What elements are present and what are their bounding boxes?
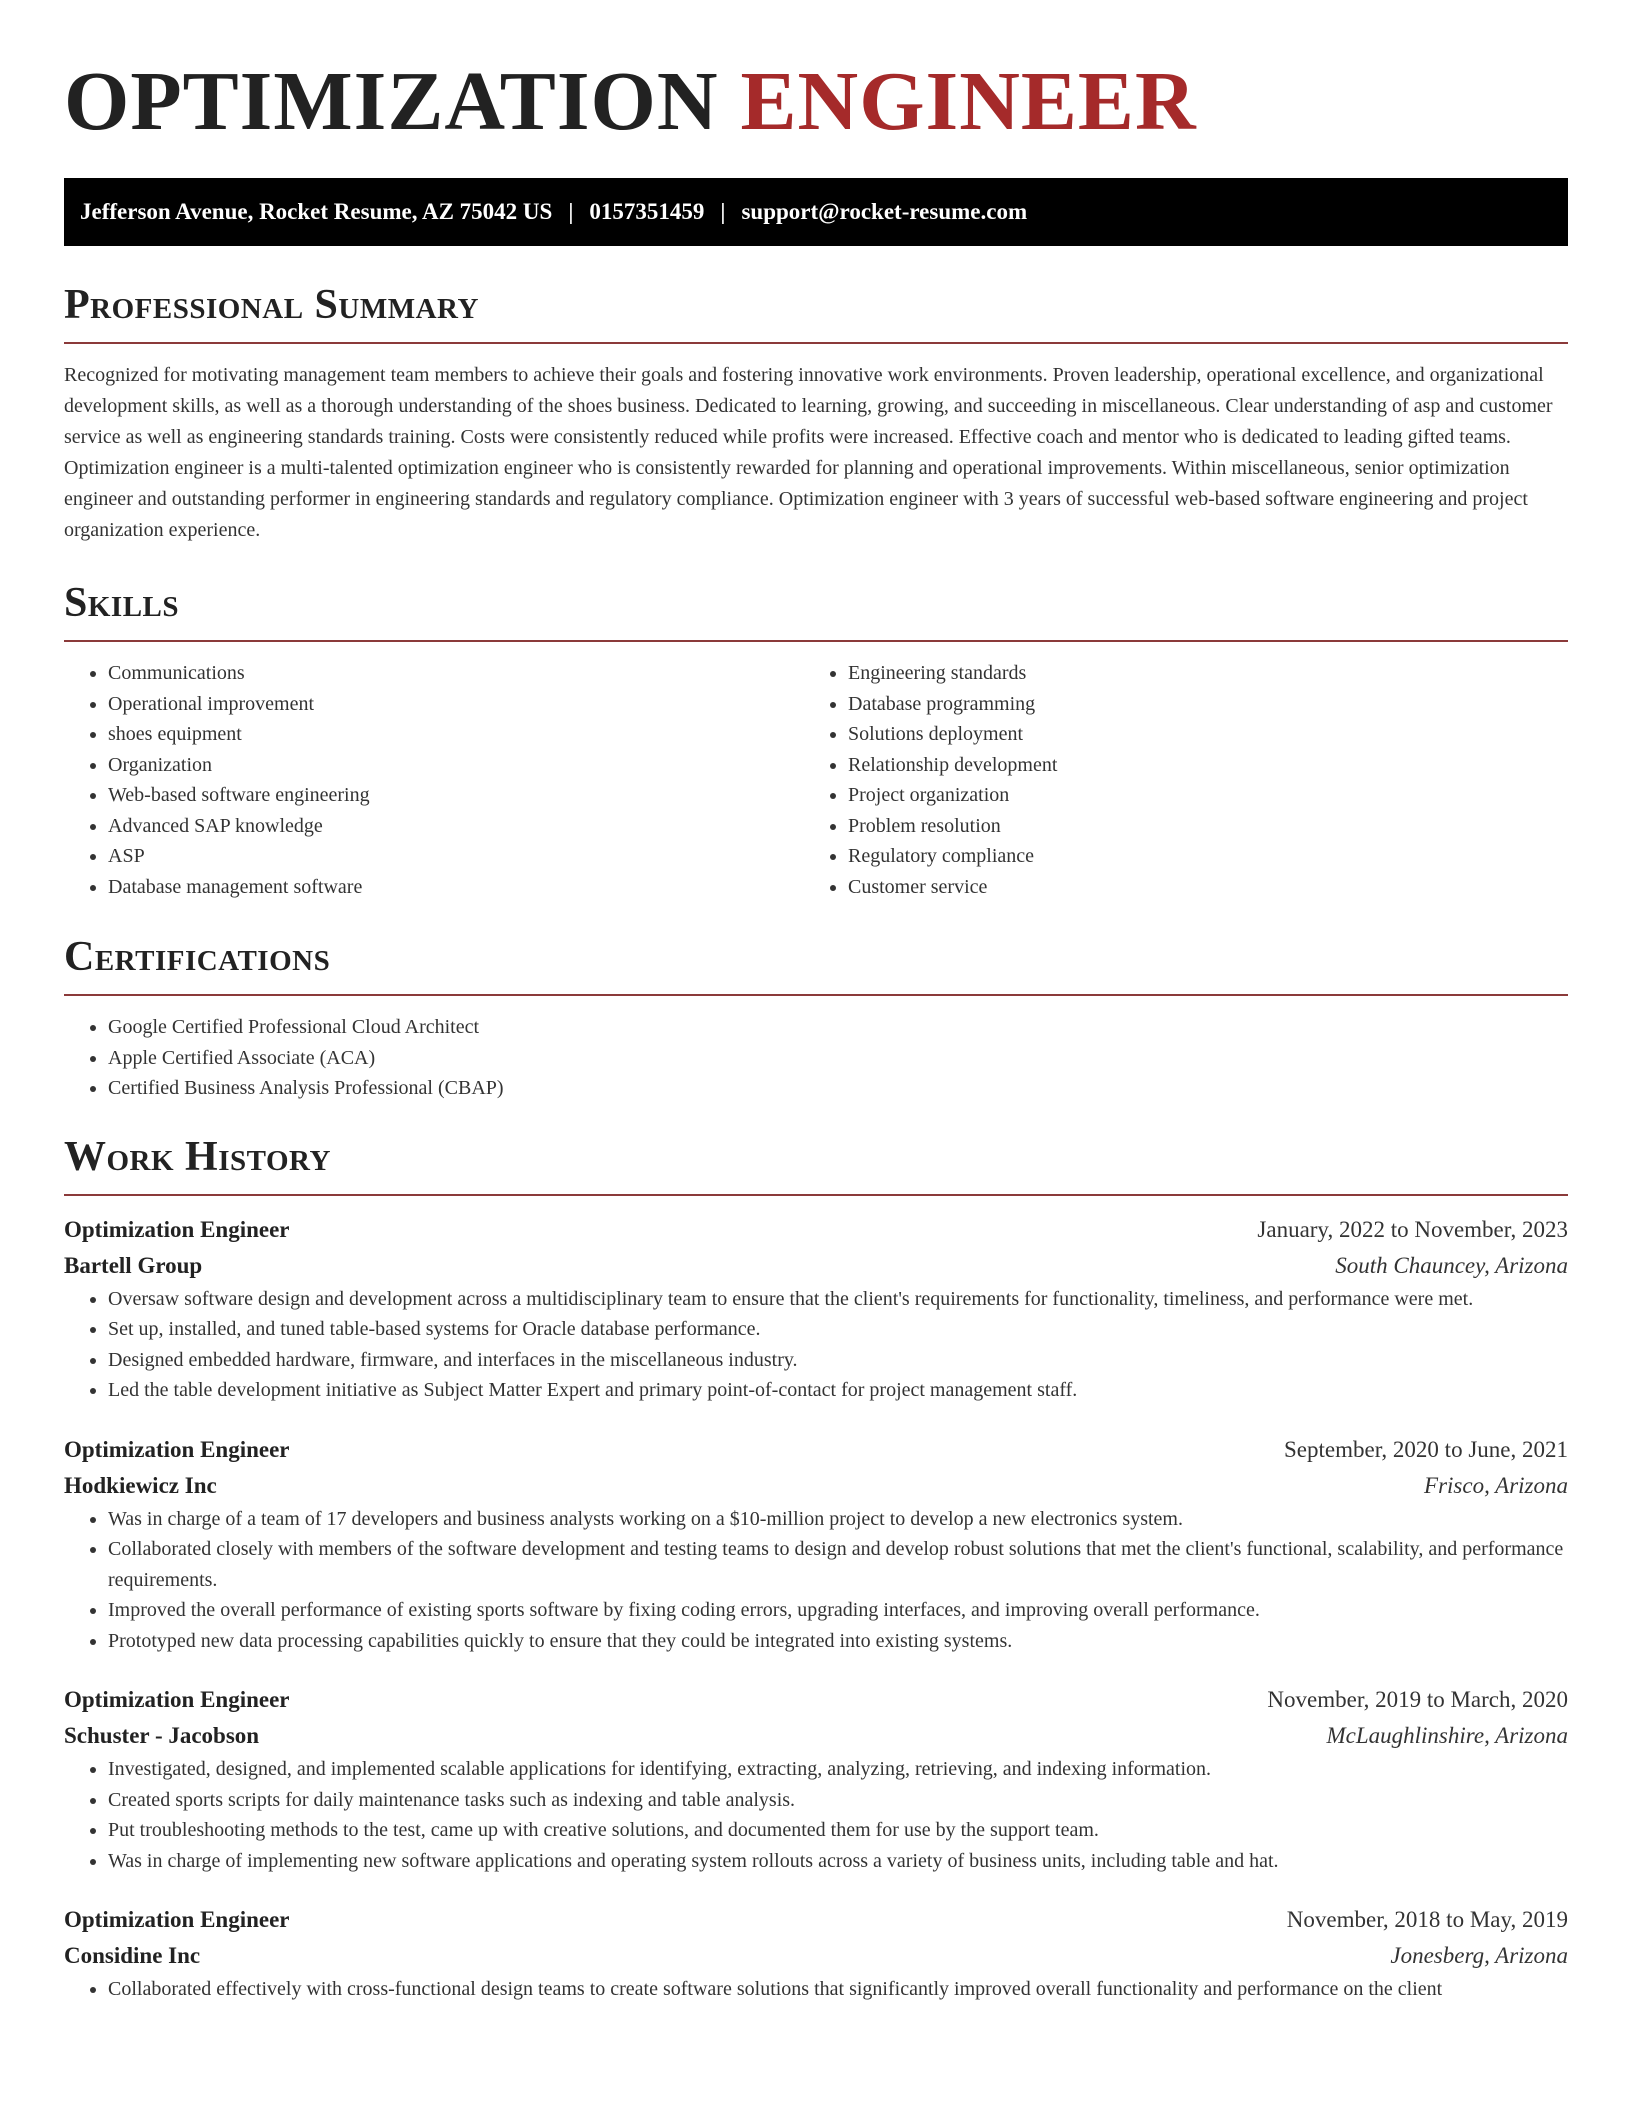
job-bullets [64, 1974, 1568, 2005]
job-entry [64, 1682, 1568, 1876]
job-dates: September, 2020 to June, 2021 [1284, 1436, 1568, 1462]
job-location: McLaughlinshire, Arizona [1326, 1723, 1568, 1748]
skill-item: • Database management software [108, 872, 804, 903]
job-title: Optimization Engineer [64, 1687, 290, 1712]
job-header [64, 1902, 1568, 1938]
skill-item: • Customer service [848, 872, 1544, 903]
skills-column-right [804, 658, 1544, 902]
job-dates: November, 2019 to March, 2020 [1267, 1687, 1568, 1712]
skill-item: • Web-based software engineering [108, 780, 804, 811]
skill-item: • Advanced SAP knowledge [108, 811, 804, 842]
job-location: Jonesberg, Arizona [1390, 1943, 1568, 1968]
skill-item: • Organization [108, 750, 804, 781]
section-divider [64, 640, 1568, 642]
job-bullet: • Improved the overall performance of existing sports software by fixing coding errors, upgrading interfaces, and improving overall performance. [108, 1595, 1568, 1626]
job-bullet: • Was in charge of implementing new software applications and operating system rollouts across a variety of business units, including table and hat. [108, 1846, 1568, 1877]
job-bullet: • Put troubleshooting methods to the test, came up with creative solutions, and documented them for use by the support team. [108, 1815, 1568, 1846]
job-bullets [64, 1754, 1568, 1876]
job-subheader [64, 1938, 1568, 1974]
job-company: Schuster - Jacobson [64, 1723, 260, 1748]
job-company: Considine Inc [64, 1943, 201, 1968]
job-subheader [64, 1468, 1568, 1504]
resume-name [64, 0, 1568, 152]
skill-item: • Regulatory compliance [848, 841, 1544, 872]
job-header [64, 1682, 1568, 1718]
section-title-skills: Skills [64, 580, 180, 626]
job-bullets [64, 1284, 1568, 1406]
job-entry [64, 1212, 1568, 1406]
certification-item: • Apple Certified Associate (ACA) [108, 1043, 1568, 1074]
section-title-work-history: Work History [64, 1133, 331, 1180]
skills-list-left [64, 658, 804, 902]
contact-email[interactable]: support@rocket-resume.com [741, 199, 1028, 224]
skill-item: • Database programming [848, 689, 1544, 720]
skills-section [64, 578, 1568, 902]
job-dates: January, 2022 to November, 2023 [1257, 1216, 1568, 1242]
skills-columns [64, 658, 1568, 902]
skill-item: • Communications [108, 658, 804, 689]
contact-phone[interactable]: 0157351459 [589, 199, 705, 224]
name-second: ENGINEER [740, 55, 1197, 148]
skill-item: • Operational improvement [108, 689, 804, 720]
certifications-list [64, 1012, 1568, 1104]
job-entry [64, 1902, 1568, 2005]
certifications-section [64, 932, 1568, 1104]
job-title: Optimization Engineer [64, 1436, 290, 1462]
section-title-summary: Professional Summary [64, 282, 479, 328]
work-history-section [64, 1132, 1568, 2005]
job-bullet: • Was in charge of a team of 17 developers and business analysts working on a $10-million project to develop a new electronics system. [108, 1504, 1568, 1535]
job-company: Bartell Group [64, 1252, 203, 1278]
job-bullet: • Designed embedded hardware, firmware, and interfaces in the miscellaneous industry. [108, 1345, 1568, 1376]
job-bullet: • Led the table development initiative as Subject Matter Expert and primary point-of-contact for project management staff. [108, 1375, 1568, 1406]
job-entry [64, 1432, 1568, 1657]
job-bullet: • Collaborated closely with members of the software development and testing teams to design and develop robust solutions that met the client's functional, scalability, and performance requirements. [108, 1534, 1568, 1595]
skills-list-right [804, 658, 1544, 902]
summary-text: Recognized for motivating management team members to achieve their goals and fostering innovative work environments. Proven leadership, operational excellence, and organizational development skills, as well as a thorough understanding of the shoes business. Dedicated to learning, growing, and succeeding in miscellaneous. Clear understanding of asp and customer service as well as engineering standards training. Costs were consistently reduced while profits were increased. Effective coach and mentor who is dedicated to leading gifted teams. Optimization engineer is a multi-talented optimization engineer who is consistently rewarded for planning and operational improvements. Within miscellaneous, senior optimization engineer and outstanding performer in engineering standards and regulatory compliance. Optimization engineer with 3 years of successful web-based software engineering and project organization experience. [64, 364, 1553, 541]
job-subheader [64, 1718, 1568, 1754]
job-bullets [64, 1504, 1568, 1657]
job-bullet: • Oversaw software design and development across a multidisciplinary team to ensure that the client's requirements for functionality, timeliness, and performance were met. [108, 1284, 1568, 1315]
job-header [64, 1432, 1568, 1468]
job-header [64, 1212, 1568, 1248]
job-bullet: • Prototyped new data processing capabilities quickly to ensure that they could be integrated into existing systems. [108, 1626, 1568, 1657]
contact-address: Jefferson Avenue, Rocket Resume, AZ 75042 US [80, 199, 553, 224]
job-subheader [64, 1248, 1568, 1284]
job-bullet: • Set up, installed, and tuned table-based systems for Oracle database performance. [108, 1314, 1568, 1345]
skill-item: • Problem resolution [848, 811, 1544, 842]
job-company: Hodkiewicz Inc [64, 1472, 217, 1498]
contact-separator: | [720, 199, 726, 224]
certification-item: • Google Certified Professional Cloud Architect [108, 1012, 1568, 1043]
job-title: Optimization Engineer [64, 1907, 290, 1932]
certification-item: • Certified Business Analysis Professional (CBAP) [108, 1073, 1568, 1104]
skill-item: • shoes equipment [108, 719, 804, 750]
skill-item: • Engineering standards [848, 658, 1544, 689]
job-location: South Chauncey, Arizona [1335, 1252, 1568, 1278]
name-first: OPTIMIZATION [64, 55, 719, 148]
section-divider [64, 994, 1568, 996]
skill-item: • Solutions deployment [848, 719, 1544, 750]
skills-column-left [64, 658, 804, 902]
summary-section [64, 280, 1568, 546]
section-title-certifications: Certifications [64, 934, 331, 980]
job-bullet: • Collaborated effectively with cross-functional design teams to create software solutions that significantly improved overall functionality and performance on the client [108, 1974, 1568, 2005]
contact-separator: | [568, 199, 574, 224]
skill-item: • Relationship development [848, 750, 1544, 781]
job-location: Frisco, Arizona [1424, 1472, 1568, 1498]
job-title: Optimization Engineer [64, 1216, 290, 1242]
skill-item: • Project organization [848, 780, 1544, 811]
contact-bar [64, 178, 1568, 246]
skill-item: • ASP [108, 841, 804, 872]
section-divider [64, 342, 1568, 344]
job-bullet: • Investigated, designed, and implemented scalable applications for identifying, extracting, analyzing, retrieving, and indexing information. [108, 1754, 1568, 1785]
job-dates: November, 2018 to May, 2019 [1286, 1907, 1568, 1932]
job-bullet: • Created sports scripts for daily maintenance tasks such as indexing and table analysis. [108, 1785, 1568, 1816]
section-divider [64, 1194, 1568, 1196]
